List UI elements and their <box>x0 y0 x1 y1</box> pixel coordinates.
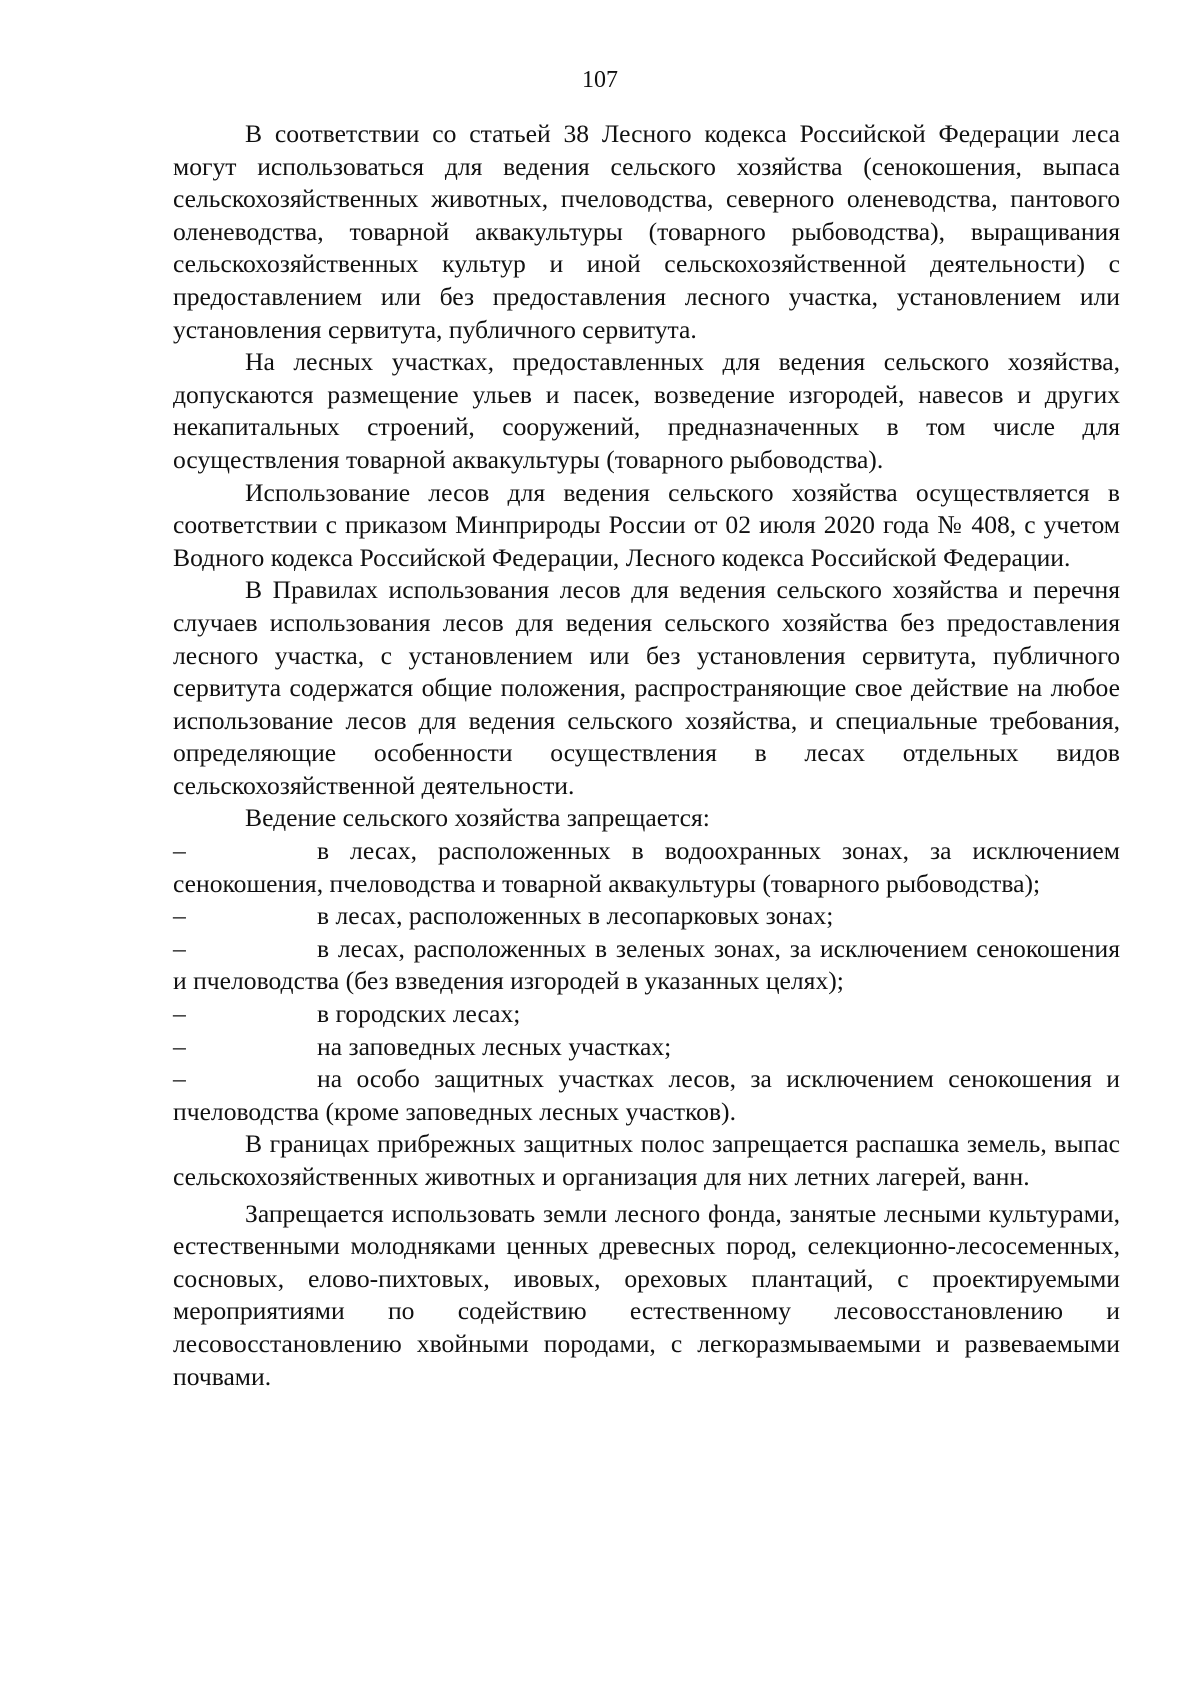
paragraph-allowed-structures: На лесных участках, предоставленных для ведения сельского хозяйства, допускаются размещение ульев и пасек, возведение изгородей, навесов и других некапитальных строений, сооружений, предназначенных в том числе для осуществления товарной аквакультуры (товарного рыбоводства). <box>173 347 1120 474</box>
list-dash: – <box>173 1031 186 1061</box>
list-item <box>173 998 1120 1031</box>
list-dash: – <box>173 1064 186 1094</box>
paragraph-coastal-strips: В границах прибрежных защитных полос запрещается распашка земель, выпас сельскохозяйственных животных и организация для них летних лагерей, ванн. <box>173 1129 1120 1191</box>
list-item-text: в лесах, расположенных в водоохранных зонах, за исключением сенокошения, пчеловодства и товарной аквакультуры (товарного рыбоводства); <box>173 836 1120 898</box>
list-dash: – <box>173 901 186 931</box>
list-item <box>173 900 1120 933</box>
list-item <box>173 1063 1120 1128</box>
list-item-text: в лесах, расположенных в зеленых зонах, за исключением сенокошения и пчеловодства (без взведения изгородей в указанных целях); <box>173 933 1120 996</box>
list-item <box>173 933 1120 998</box>
list-dash: – <box>173 933 186 963</box>
paragraph-forest-land-prohibition: Запрещается использовать земли лесного фонда, занятые лесными культурами, естественными молодняками ценных древесных пород, селекционно-лесосеменных, сосновых, елово-пихтовых, ивовых, ореховых плантаций, с проектируемыми мероприятиями по содействию естественному лесовосстановлению и лесовосстановлению хвойными породами, с легкоразмываемыми и развеваемыми почвами. <box>173 1198 1120 1391</box>
list-item-text: на особо защитных участках лесов, за исключением сенокошения и пчеловодства (кроме заповедных лесных участков). <box>173 1064 1120 1126</box>
paragraph-rules: В Правилах использования лесов для ведения сельского хозяйства и перечня случаев использования лесов для ведения сельского хозяйства без предоставления лесного участка, с установлением или без установления сервитута, публичного сервитута содержатся общие положения, распространяющие свое действие на любое использование лесов для ведения сельского хозяйства, и специальные требования, определяющие особенности осуществления в лесах отдельных видов сельскохозяйственной деятельности. <box>173 575 1120 800</box>
list-dash: – <box>173 836 186 866</box>
list-item-text: в городских лесах; <box>317 999 521 1029</box>
page-number: 107 <box>582 67 618 93</box>
paragraph-order-408: Использование лесов для ведения сельского хозяйства осуществляется в соответствии с приказом Минприроды России от 02 июля 2020 года № 408, с учетом Водного кодекса Российской Федерации, Лесного кодекса Российской Федерации. <box>173 477 1120 572</box>
list-item <box>173 1031 1120 1064</box>
paragraph-prohibited-intro: Ведение сельского хозяйства запрещается: <box>245 803 710 833</box>
list-item <box>173 835 1120 900</box>
list-item-text: в лесах, расположенных в лесопарковых зонах; <box>317 901 834 931</box>
list-dash: – <box>173 999 186 1029</box>
paragraph-article-38: В соответствии со статьей 38 Лесного кодекса Российской Федерации леса могут использоваться для ведения сельского хозяйства (сенокошения, выпаса сельскохозяйственных животных, пчеловодства, северного оленеводства, пантового оленеводства, товарной аквакультуры (товарного рыбоводства), выращивания сельскохозяйственных культур и иной сельскохозяйственной деятельности) с предоставлением или без предоставления лесного участка, установлением или установления сервитута, публичного сервитута. <box>173 119 1120 344</box>
list-item-text: на заповедных лесных участках; <box>317 1031 672 1061</box>
document-body <box>173 118 1120 1393</box>
